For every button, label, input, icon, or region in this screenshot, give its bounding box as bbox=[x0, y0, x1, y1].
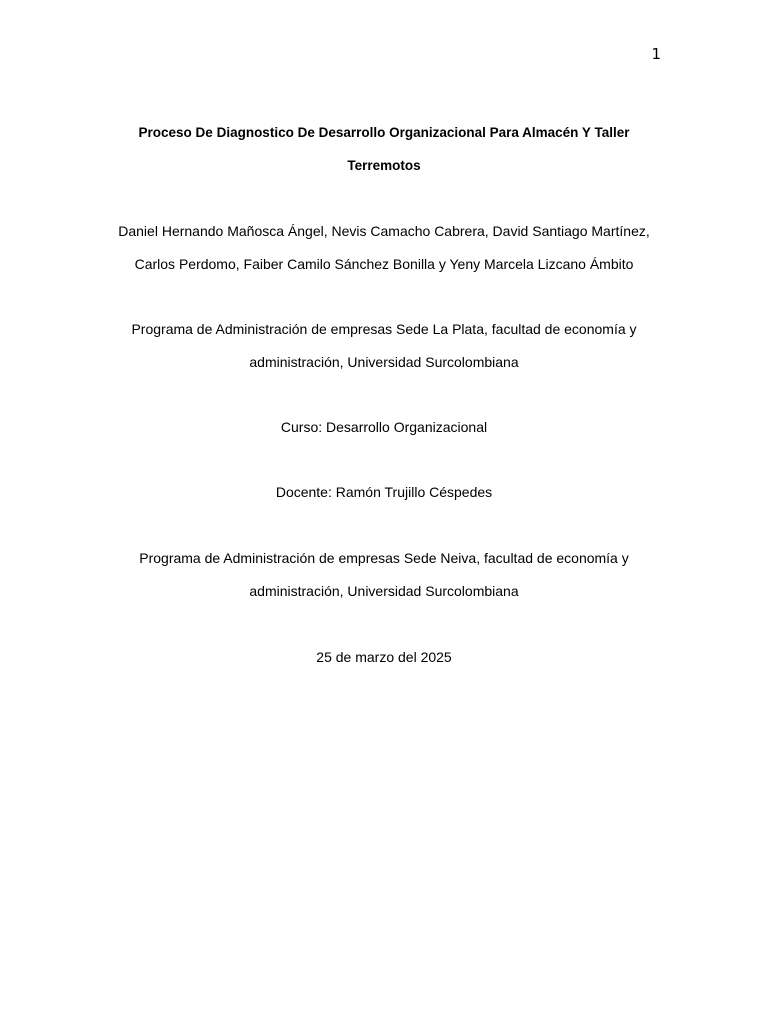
affiliation-1-line-1: Programa de Administración de empresas Sede La Plata, facultad de economía y bbox=[131, 321, 637, 337]
authors-line-2: Carlos Perdomo, Faiber Camilo Sánchez Bonilla y Yeny Marcela Lizcano Ámbito bbox=[134, 256, 634, 272]
affiliation-1-line-2: administración, Universidad Surcolombiana bbox=[249, 354, 519, 370]
date: 25 de marzo del 2025 bbox=[316, 649, 452, 665]
page-number: 1 bbox=[651, 45, 661, 63]
course: Curso: Desarrollo Organizacional bbox=[280, 419, 488, 435]
affiliation-2-line-2: administración, Universidad Surcolombiana bbox=[249, 583, 519, 599]
authors-line-1: Daniel Hernando Mañosca Ángel, Nevis Camacho Cabrera, David Santiago Martínez, bbox=[118, 223, 650, 239]
affiliation-2-line-1: Programa de Administración de empresas Sede Neiva, facultad de economía y bbox=[139, 550, 629, 566]
title-line-2: Terremotos bbox=[347, 158, 421, 173]
teacher: Docente: Ramón Trujillo Céspedes bbox=[275, 484, 493, 500]
title-line-1: Proceso De Diagnostico De Desarrollo Organizacional Para Almacén Y Taller bbox=[138, 125, 630, 140]
